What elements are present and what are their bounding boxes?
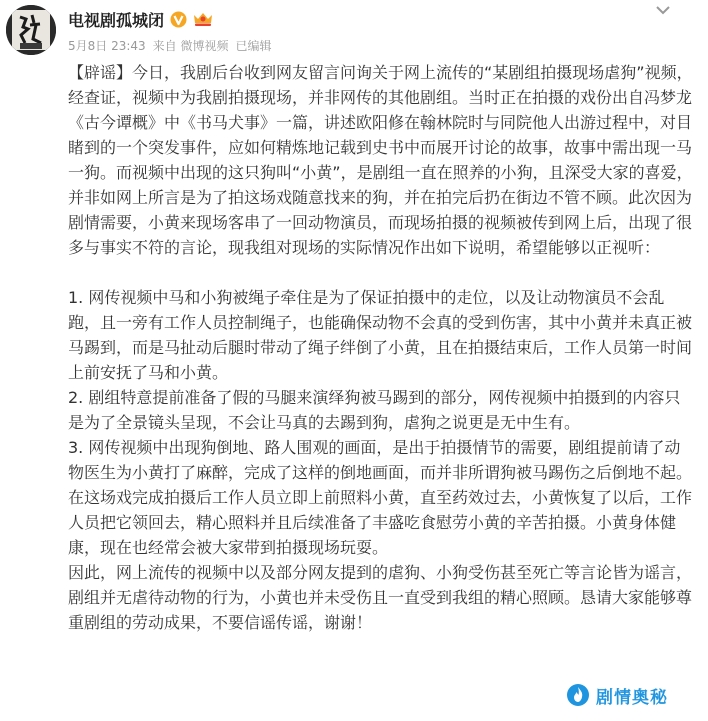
post-meta <box>68 37 272 54</box>
avatar[interactable] <box>6 5 56 55</box>
post-body <box>68 60 694 635</box>
post-list-item: 3. 网传视频中出现狗倒地、路人围观的画面，是出于拍摄情节的需要，剧组提前请了动物医生为小黄打了麻醉，完成了这样的倒地画面，而并非所谓狗被马踢伤之后倒地不起。在这场戏完成拍摄后工作人员立即上前照料小黄，直至药效过去，小黄恢复了以后，工作人员把它领回去，精心照料并且后续准备了丰盛吃食慰劳小黄的辛苦拍摄。小黄身体健康，现在也经常会被大家带到拍摄现场玩耍。 <box>68 438 693 557</box>
paragraph-spacer <box>68 260 694 285</box>
author-row <box>68 8 214 30</box>
post-paragraph: 因此，网上流传的视频中以及部分网友提到的虐狗、小狗受伤甚至死亡等言论皆为谣言，剧组并无虐待动物的行为，小黄也并未受伤且一直受到我组的精心照顾。恳请大家能够尊重剧组的劳动成果，不要信谣传谣，谢谢！ <box>68 563 693 632</box>
vip-crown-icon[interactable] <box>192 11 214 27</box>
author-name[interactable]: 电视剧孤城闭 <box>68 10 165 30</box>
edited-label: 已编辑 <box>235 39 272 53</box>
post-date[interactable]: 5月8日 23:43 <box>68 39 146 53</box>
post-list-item: 2. 剧组特意提前准备了假的马腿来演绎狗被马踢到的部分，网传视频中拍摄到的内容只是为了全景镜头呈现，不会让马真的去踢到狗，虐狗之说更是无中生有。 <box>68 388 681 432</box>
verified-icon <box>170 11 187 28</box>
watermark <box>562 679 674 711</box>
watermark-text: 剧情奥秘 <box>596 687 668 708</box>
post-list-item: 1. 网传视频中马和小狗被绳子牵住是为了保证拍摄中的走位，以及让动物演员不会乱跑，且一旁有工作人员控制绳子，也能确保动物不会真的受到伤害，其中小黄并未真正被马踢到，而是马扯动后腿时带动了绳子绊倒了小黄，且在拍摄结束后，工作人员第一时间上前安抚了马和小黄。 <box>68 288 693 382</box>
chevron-down-icon[interactable] <box>654 4 672 16</box>
flame-logo-icon <box>566 683 590 707</box>
post-source[interactable]: 来自 微博视频 <box>152 39 229 53</box>
post-paragraph: 【辟谣】今日，我剧后台收到网友留言问询关于网上流传的“某剧组拍摄现场虐狗”视频，经查证，视频中为我剧拍摄现场，并非网传的其他剧组。当时正在拍摄的戏份出自冯梦龙《古今谭概》中《书马犬事》一篇，讲述欧阳修在翰林院时与同院他人出游过程中，对目睹到的一个突发事件，应如何精炼地记载到史书中而展开讨论的故事，故事中需出现一马一狗。而视频中出现的这只狗叫“小黄”，是剧组一直在照养的小狗，且深受大家的喜爱，并非如网上所言是为了拍这场戏随意找来的狗，并在拍完后扔在街边不管不顾。此次因为剧情需要，小黄来现场客串了一回动物演员，而现场拍摄的视频被传到网上后，出现了很多与事实不符的言论，现我组对现场的实际情况作出如下说明，希望能够以正视听： <box>68 63 693 257</box>
